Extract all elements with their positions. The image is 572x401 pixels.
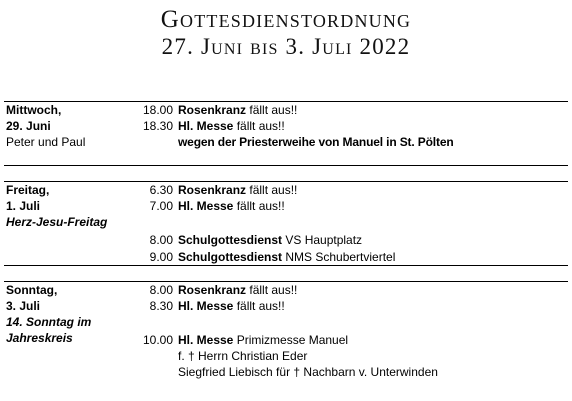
event-time: 9.00 [149, 250, 173, 264]
day-date: 3. Juli [6, 299, 41, 313]
event-name: Hl. Messe [178, 333, 234, 347]
event-detail: fällt aus!! [233, 119, 285, 133]
event-detail: fällt aus!! [233, 299, 285, 313]
event-entry [178, 182, 297, 198]
event-name: Schulgottesdienst [178, 250, 283, 264]
event-entry [178, 118, 285, 134]
feast-label: Jahreskreis [6, 331, 73, 345]
event-time: 8.00 [149, 283, 173, 297]
event-name: Rosenkranz [178, 183, 247, 197]
event-name: wegen der Priesterweihe von Manuel in St. Pölten [178, 135, 454, 149]
event-time: 6.30 [149, 183, 173, 197]
mass-intention: f. † Herrn Christian Eder [178, 349, 308, 363]
event-detail: fällt aus!! [233, 199, 285, 213]
event-name: Rosenkranz [178, 283, 247, 297]
event-time: 18.30 [142, 119, 173, 133]
event-entry [178, 232, 362, 248]
day-name: Sonntag, [6, 283, 58, 297]
event-detail: fällt aus!! [246, 183, 298, 197]
event-time: 18.00 [142, 103, 173, 117]
event-name: Rosenkranz [178, 103, 247, 117]
event-entry [178, 332, 348, 348]
event-entry [178, 102, 297, 118]
event-entry [178, 298, 285, 314]
event-time: 7.00 [149, 199, 173, 213]
event-detail: NMS Schubertviertel [282, 250, 396, 264]
section-divider [4, 265, 568, 266]
event-name: Hl. Messe [178, 199, 234, 213]
event-entry [178, 198, 285, 214]
event-entry [178, 249, 395, 265]
event-detail: VS Hauptplatz [282, 233, 363, 247]
section-divider [4, 165, 568, 166]
mass-intention: Siegfried Liebisch für † Nachbarn v. Unterwinden [178, 365, 438, 379]
event-detail: Primizmesse Manuel [233, 333, 349, 347]
event-name: Schulgottesdienst [178, 233, 283, 247]
event-entry [178, 282, 297, 298]
date-range-subtitle: 27. Juni bis 3. Juli 2022 [161, 34, 411, 59]
feast-label: Herz-Jesu-Freitag [6, 215, 108, 229]
event-detail: fällt aus!! [246, 283, 298, 297]
event-name: Hl. Messe [178, 119, 234, 133]
event-name: Hl. Messe [178, 299, 234, 313]
day-name: Freitag, [6, 183, 50, 197]
event-time: 8.00 [149, 233, 173, 247]
event-time: 10.00 [142, 333, 173, 347]
feast-label: 14. Sonntag im [6, 315, 92, 329]
event-time: 8.30 [149, 299, 173, 313]
document-title: Gottesdienstordnung [160, 6, 412, 33]
day-name: Mittwoch, [6, 103, 62, 117]
event-detail: fällt aus!! [246, 103, 298, 117]
day-date: 29. Juni [6, 119, 51, 133]
event-note [178, 134, 454, 150]
feast-label: Peter und Paul [6, 135, 86, 149]
day-date: 1. Juli [6, 199, 41, 213]
